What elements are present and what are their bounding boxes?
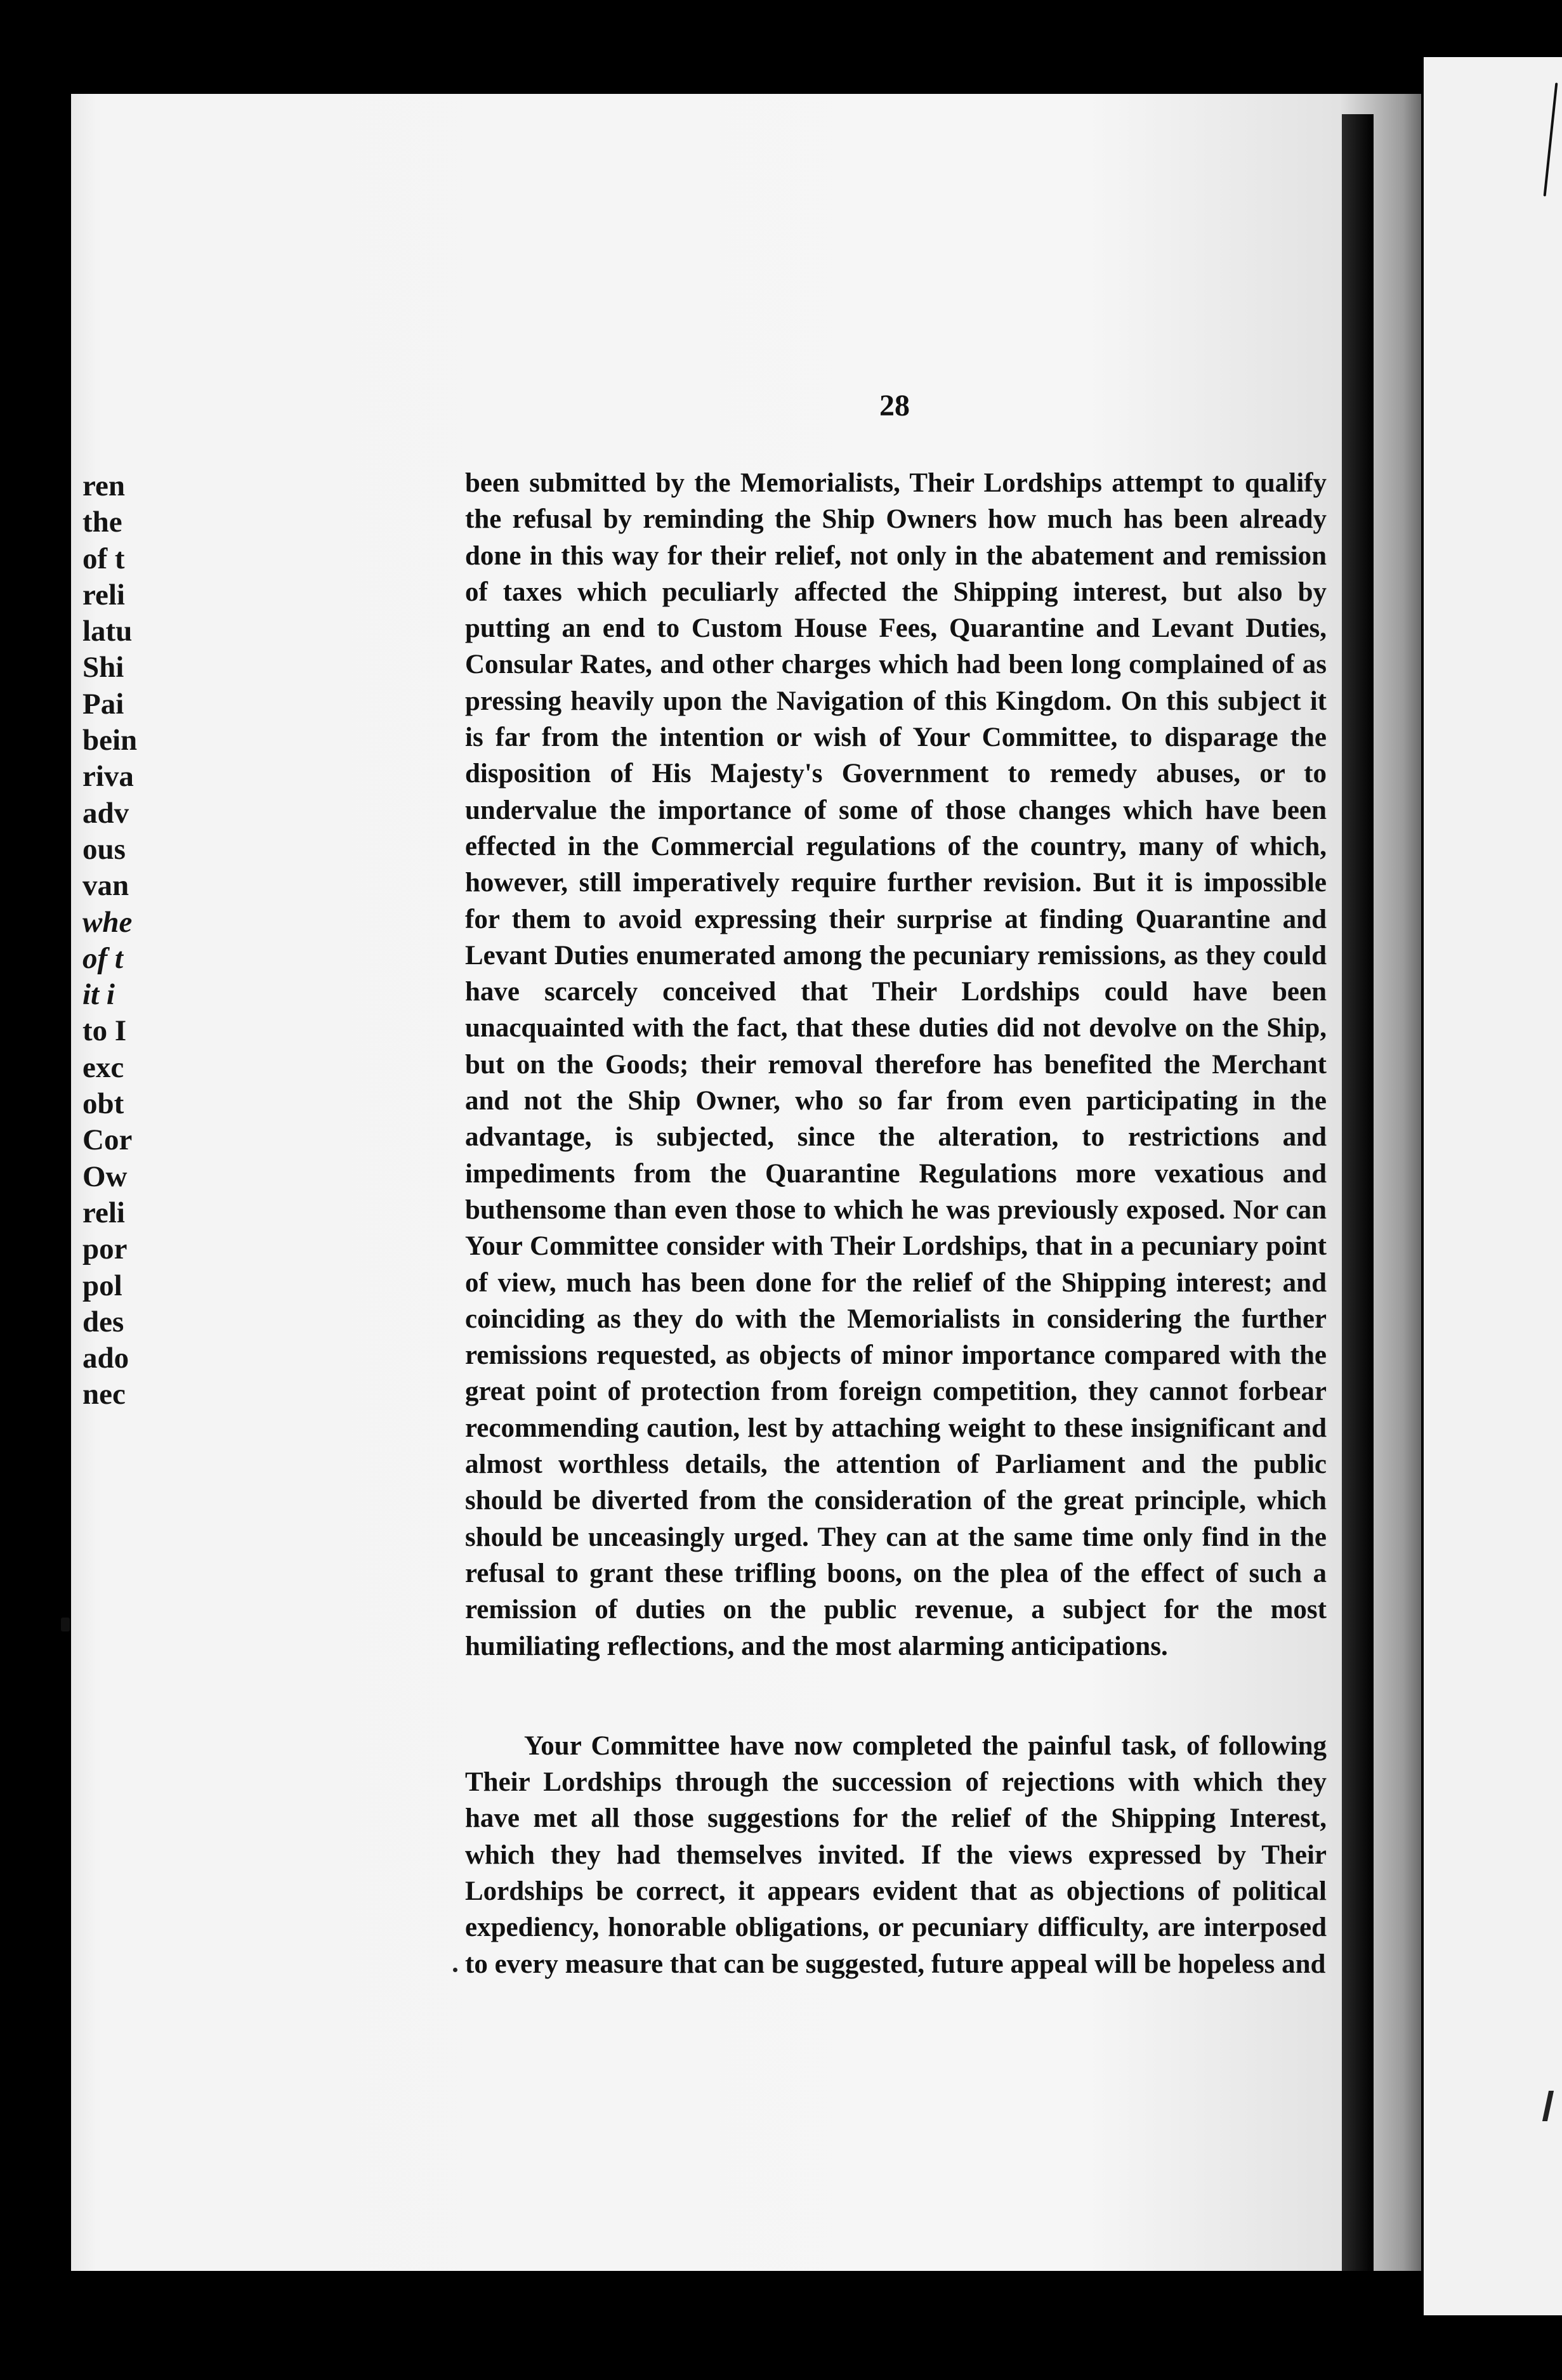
scan-ink-dot [453,1968,457,1972]
facing-line: of t [82,542,125,575]
facing-line: it i [82,978,115,1012]
paragraph: Your Committee have now completed the painful task, of following Their Lordships through the succession of rejections with which they have met all those suggestions for the relief of the Shipping Interest, which they had themselves invited. If the views expressed by Their Lordships be correct, it appears evident that as objections of political expediency, honorable obligations, or pecuniary difficulty, are interposed to every measure that can be suggested, future appeal will be hopeless and [465,1730,1327,1979]
facing-line: bein [82,724,138,757]
facing-line: reli [82,578,125,611]
facing-line: ous [82,832,126,866]
facing-line: ado [82,1342,129,1375]
facing-line: pol [82,1269,122,1302]
facing-line: to I [82,1014,127,1048]
facing-page-text [82,468,137,1413]
facing-line: whe [82,905,133,939]
body-text [465,465,1327,1982]
page-gutter-shadow [1342,114,1374,2271]
facing-line: reli [82,1196,125,1229]
facing-line: nec [82,1378,126,1411]
facing-line: des [82,1305,124,1338]
facing-line: Pai [82,687,124,721]
facing-line: ren [82,469,126,502]
facing-line: Shi [82,651,124,684]
facing-line: Ow [82,1160,128,1193]
facing-line: of t [82,941,123,975]
facing-line: the [82,506,122,539]
page-edge-mark [1544,82,1558,196]
facing-line: Cor [82,1123,133,1157]
facing-line: latu [82,615,133,648]
page-number: 28 [879,389,910,422]
scan-ink-blot [61,1618,70,1631]
facing-line: por [82,1232,128,1266]
facing-page-fragment [1424,57,1562,2315]
paragraph: been submitted by the Memorialists, Their Lordships attempt to qualify the refusal by reminding the Ship Owners how much has been already done in this way for their relief, not only in the abatement and remission of taxes which peculiarly affected the Shipping interest, but also by putting an end to Custom House Fees, Quarantine and Levant Duties, Consular Rates, and other charges which had been long complained of as pressing heavily upon the Navigation of this Kingdom. On this subject it is far from the intention or wish of Your Committee, to disparage the disposition of His Majesty's Government to remedy abuses, or to undervalue the importance of some of those changes which have been effected in the Commercial regulations of the country, many of which, however, still imperatively require further revision. But it is impossible for them to avoid expressing their surprise at finding Quarantine and Levant Duties enumerated among the pecuniary remissions, as they could have scarcely conceived that Their Lordships could have been unacquainted with the fact, that these duties did not devolve on the Ship, but on the Goods; their removal therefore has benefited the Merchant and not the Ship Owner, who so far from even participating in the advantage, is subjected, since the alteration, to restrictions and impediments from the Quarantine Regulations more vexatious and buthensome than even those to which he was previously exposed. Nor can Your Committee consider with Their Lordships, that in a pecuniary point of view, much has been done for the relief of the Shipping interest; and coinciding as they do with the Memorialists in considering the further remissions requested, as objects of minor importance compared with the great point of protection from foreign competition, they cannot forbear recommending caution, lest by attaching weight to these insignificant and almost worthless details, the attention of Parliament and the public should be diverted from the consideration of the great principle, which should be unceasingly urged. They can at the same time only find in the refusal to grant these trifling boons, on the plea of the effect of such a remission of duties on the public revenue, a subject for the most humiliating reflections, and the most alarming anticipations. [465,468,1327,1661]
facing-line: obt [82,1087,124,1121]
facing-line: exc [82,1050,124,1084]
facing-line: riva [82,760,134,794]
facing-line: van [82,869,129,903]
facing-line: adv [82,796,129,830]
